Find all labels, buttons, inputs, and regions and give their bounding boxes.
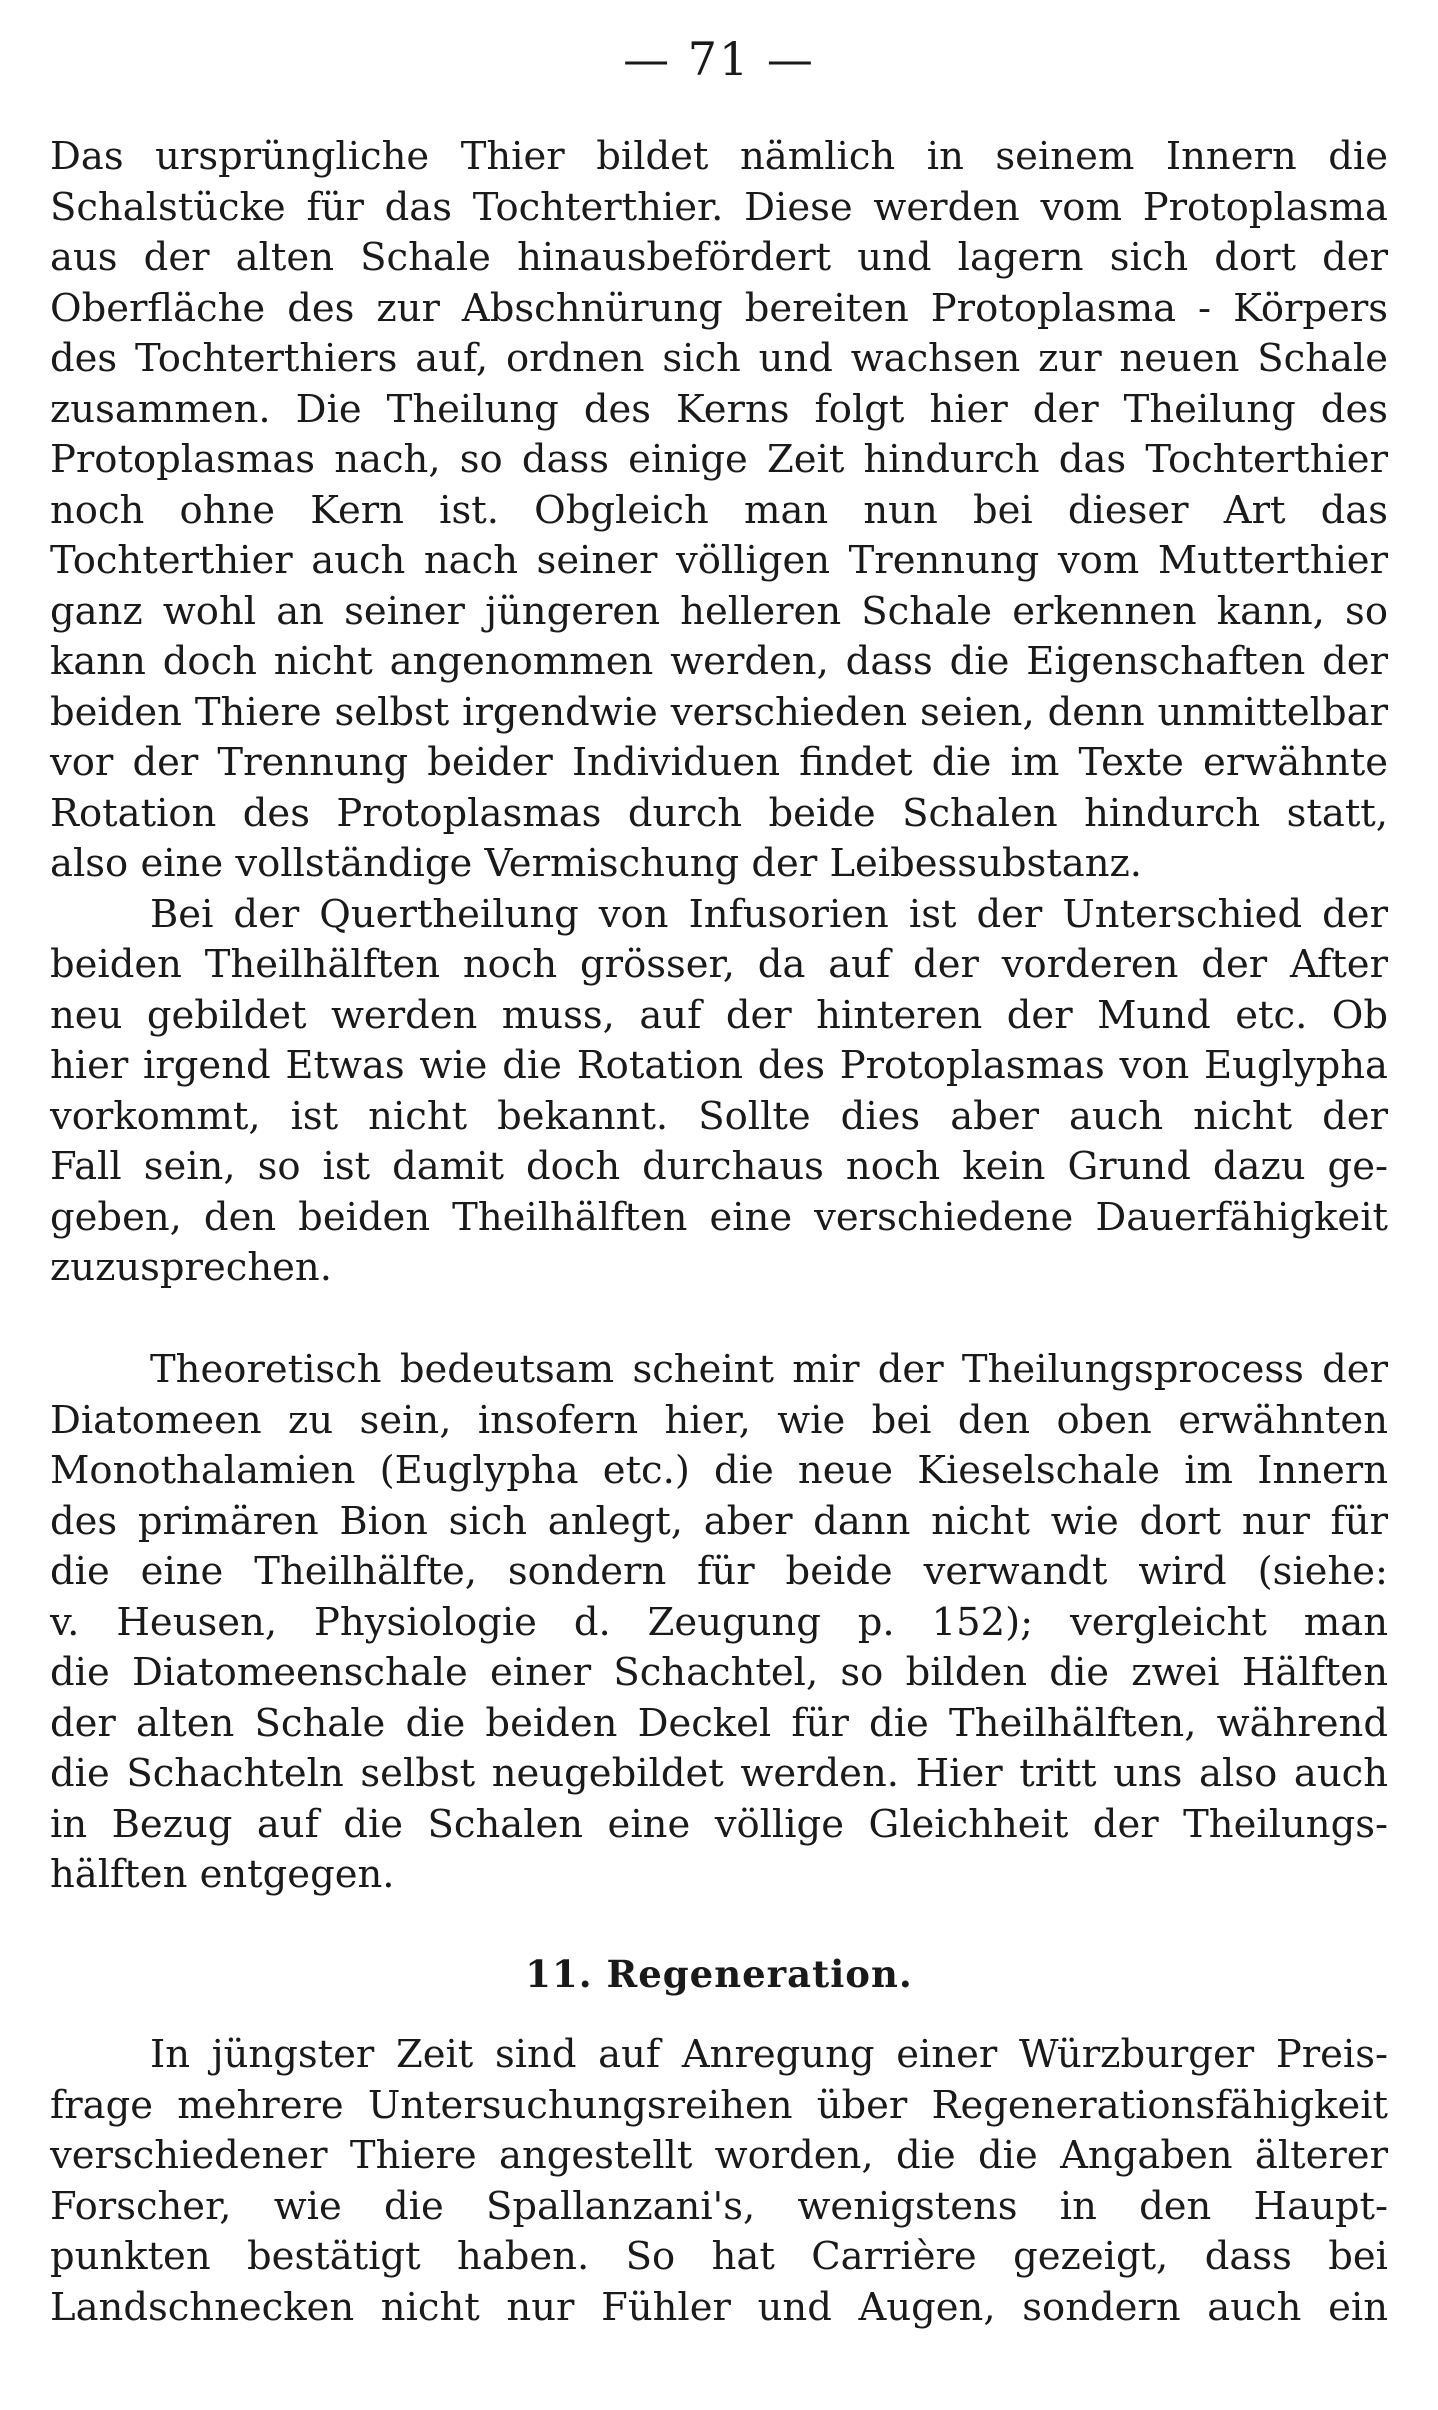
text-line: frage mehrere Untersuchungsreihen über Regenerationsfähigkeit — [50, 2082, 1388, 2128]
text-line: in Bezug auf die Schalen eine völlige Gleichheit der Theilungs- — [50, 1801, 1388, 1847]
text-line: Monothalamien (Euglypha etc.) die neue Kieselschale im Innern — [50, 1448, 1388, 1493]
text-line: hälften entgegen. — [50, 1852, 395, 1897]
text-line: vorkommt, ist nicht bekannt. Sollte dies aber auch nicht der — [50, 1093, 1388, 1139]
text-line: der alten Schale die beiden Deckel für die Theilhälften, während — [50, 1700, 1388, 1746]
text-line: zusammen. Die Theilung des Kerns folgt hier der Theilung des — [50, 386, 1388, 432]
text-line: des primären Bion sich anlegt, aber dann nicht wie dort nur für — [50, 1498, 1388, 1544]
paragraph-2 — [50, 890, 1388, 1294]
text-line: zuzusprechen. — [50, 1245, 332, 1290]
text-line: Diatomeen zu sein, insofern hier, wie bei den oben erwähnten — [50, 1397, 1388, 1443]
paragraph-3 — [50, 1345, 1388, 1901]
text-line: noch ohne Kern ist. Obgleich man nun bei dieser Art das — [50, 487, 1388, 533]
body-text-top — [50, 132, 1388, 1294]
text-line: punkten bestätigt haben. So hat Carrière gezeigt, dass bei — [50, 2234, 1388, 2279]
text-line: In jüngster Zeit sind auf Anregung einer Würzburger Preis- — [150, 2032, 1388, 2077]
text-line: Bei der Quertheilung von Infusorien ist der Unterschied der — [150, 891, 1388, 937]
text-line: Protoplasmas nach, so dass einige Zeit hindurch das Tochterthier — [50, 437, 1388, 482]
paragraph-4 — [50, 2030, 1388, 2333]
text-line: des Tochterthiers auf, ordnen sich und wachsen zur neuen Schale — [50, 336, 1388, 381]
text-line: vor der Trennung beider Individuen findet die im Texte erwähnte — [50, 740, 1388, 785]
text-line: hier irgend Etwas wie die Rotation des Protoplasmas von Euglypha — [50, 1043, 1388, 1088]
body-text-middle — [50, 1345, 1388, 1901]
body-text-section — [50, 2030, 1388, 2333]
text-line: Schalstücke für das Tochterthier. Diese werden vom Protoplasma — [50, 184, 1388, 230]
text-line: die eine Theilhälfte, sondern für beide verwandt wird (siehe: — [50, 1549, 1388, 1594]
text-line: beiden Thiere selbst irgendwie verschieden seien, denn unmittelbar — [50, 689, 1388, 735]
text-line: geben, den beiden Theilhälften eine verschiedene Dauerfähigkeit — [50, 1194, 1388, 1240]
paragraph-1 — [50, 132, 1388, 890]
text-line: Oberfläche des zur Abschnürung bereiten Protoplasma - Körpers — [50, 285, 1388, 331]
text-line: neu gebildet werden muss, auf der hinteren der Mund etc. Ob — [50, 992, 1388, 1038]
text-line: die Diatomeenschale einer Schachtel, so bilden die zwei Hälften — [50, 1650, 1388, 1695]
text-line: kann doch nicht angenommen werden, dass die Eigenschaften der — [50, 639, 1388, 684]
text-line: v. Heusen, Physiologie d. Zeugung p. 152); vergleicht man — [50, 1599, 1388, 1645]
text-line: Rotation des Protoplasmas durch beide Schalen hindurch statt, — [50, 790, 1388, 836]
text-line: aus der alten Schale hinausbefördert und lagern sich dort der — [50, 235, 1388, 280]
text-line: Landschnecken nicht nur Fühler und Augen, sondern auch ein — [50, 2284, 1388, 2330]
text-line: verschiedener Thiere angestellt worden, die die Angaben älterer — [50, 2133, 1388, 2178]
text-line: die Schachteln selbst neugebildet werden. Hier tritt uns also auch — [50, 1751, 1388, 1796]
text-line: beiden Theilhälften noch grösser, da auf der vorderen der After — [50, 942, 1388, 987]
text-line: Fall sein, so ist damit doch durchaus noch kein Grund dazu ge- — [50, 1144, 1388, 1189]
page-number: — 71 — — [623, 32, 815, 86]
text-line: also eine vollständige Vermischung der Leibessubstanz. — [50, 841, 1143, 886]
text-line: Theoretisch bedeutsam scheint mir der Theilungsprocess der — [150, 1347, 1388, 1392]
text-line: Forscher, wie die Spallanzani's, wenigstens in den Haupt- — [50, 2183, 1388, 2229]
text-line: Das ursprüngliche Thier bildet nämlich in seinem Innern die — [50, 134, 1388, 179]
text-line: ganz wohl an seiner jüngeren helleren Schale erkennen kann, so — [50, 588, 1388, 634]
text-line: Tochterthier auch nach seiner völligen Trennung vom Mutterthier — [50, 538, 1388, 583]
section-heading: 11. Regeneration. — [525, 1952, 913, 1996]
